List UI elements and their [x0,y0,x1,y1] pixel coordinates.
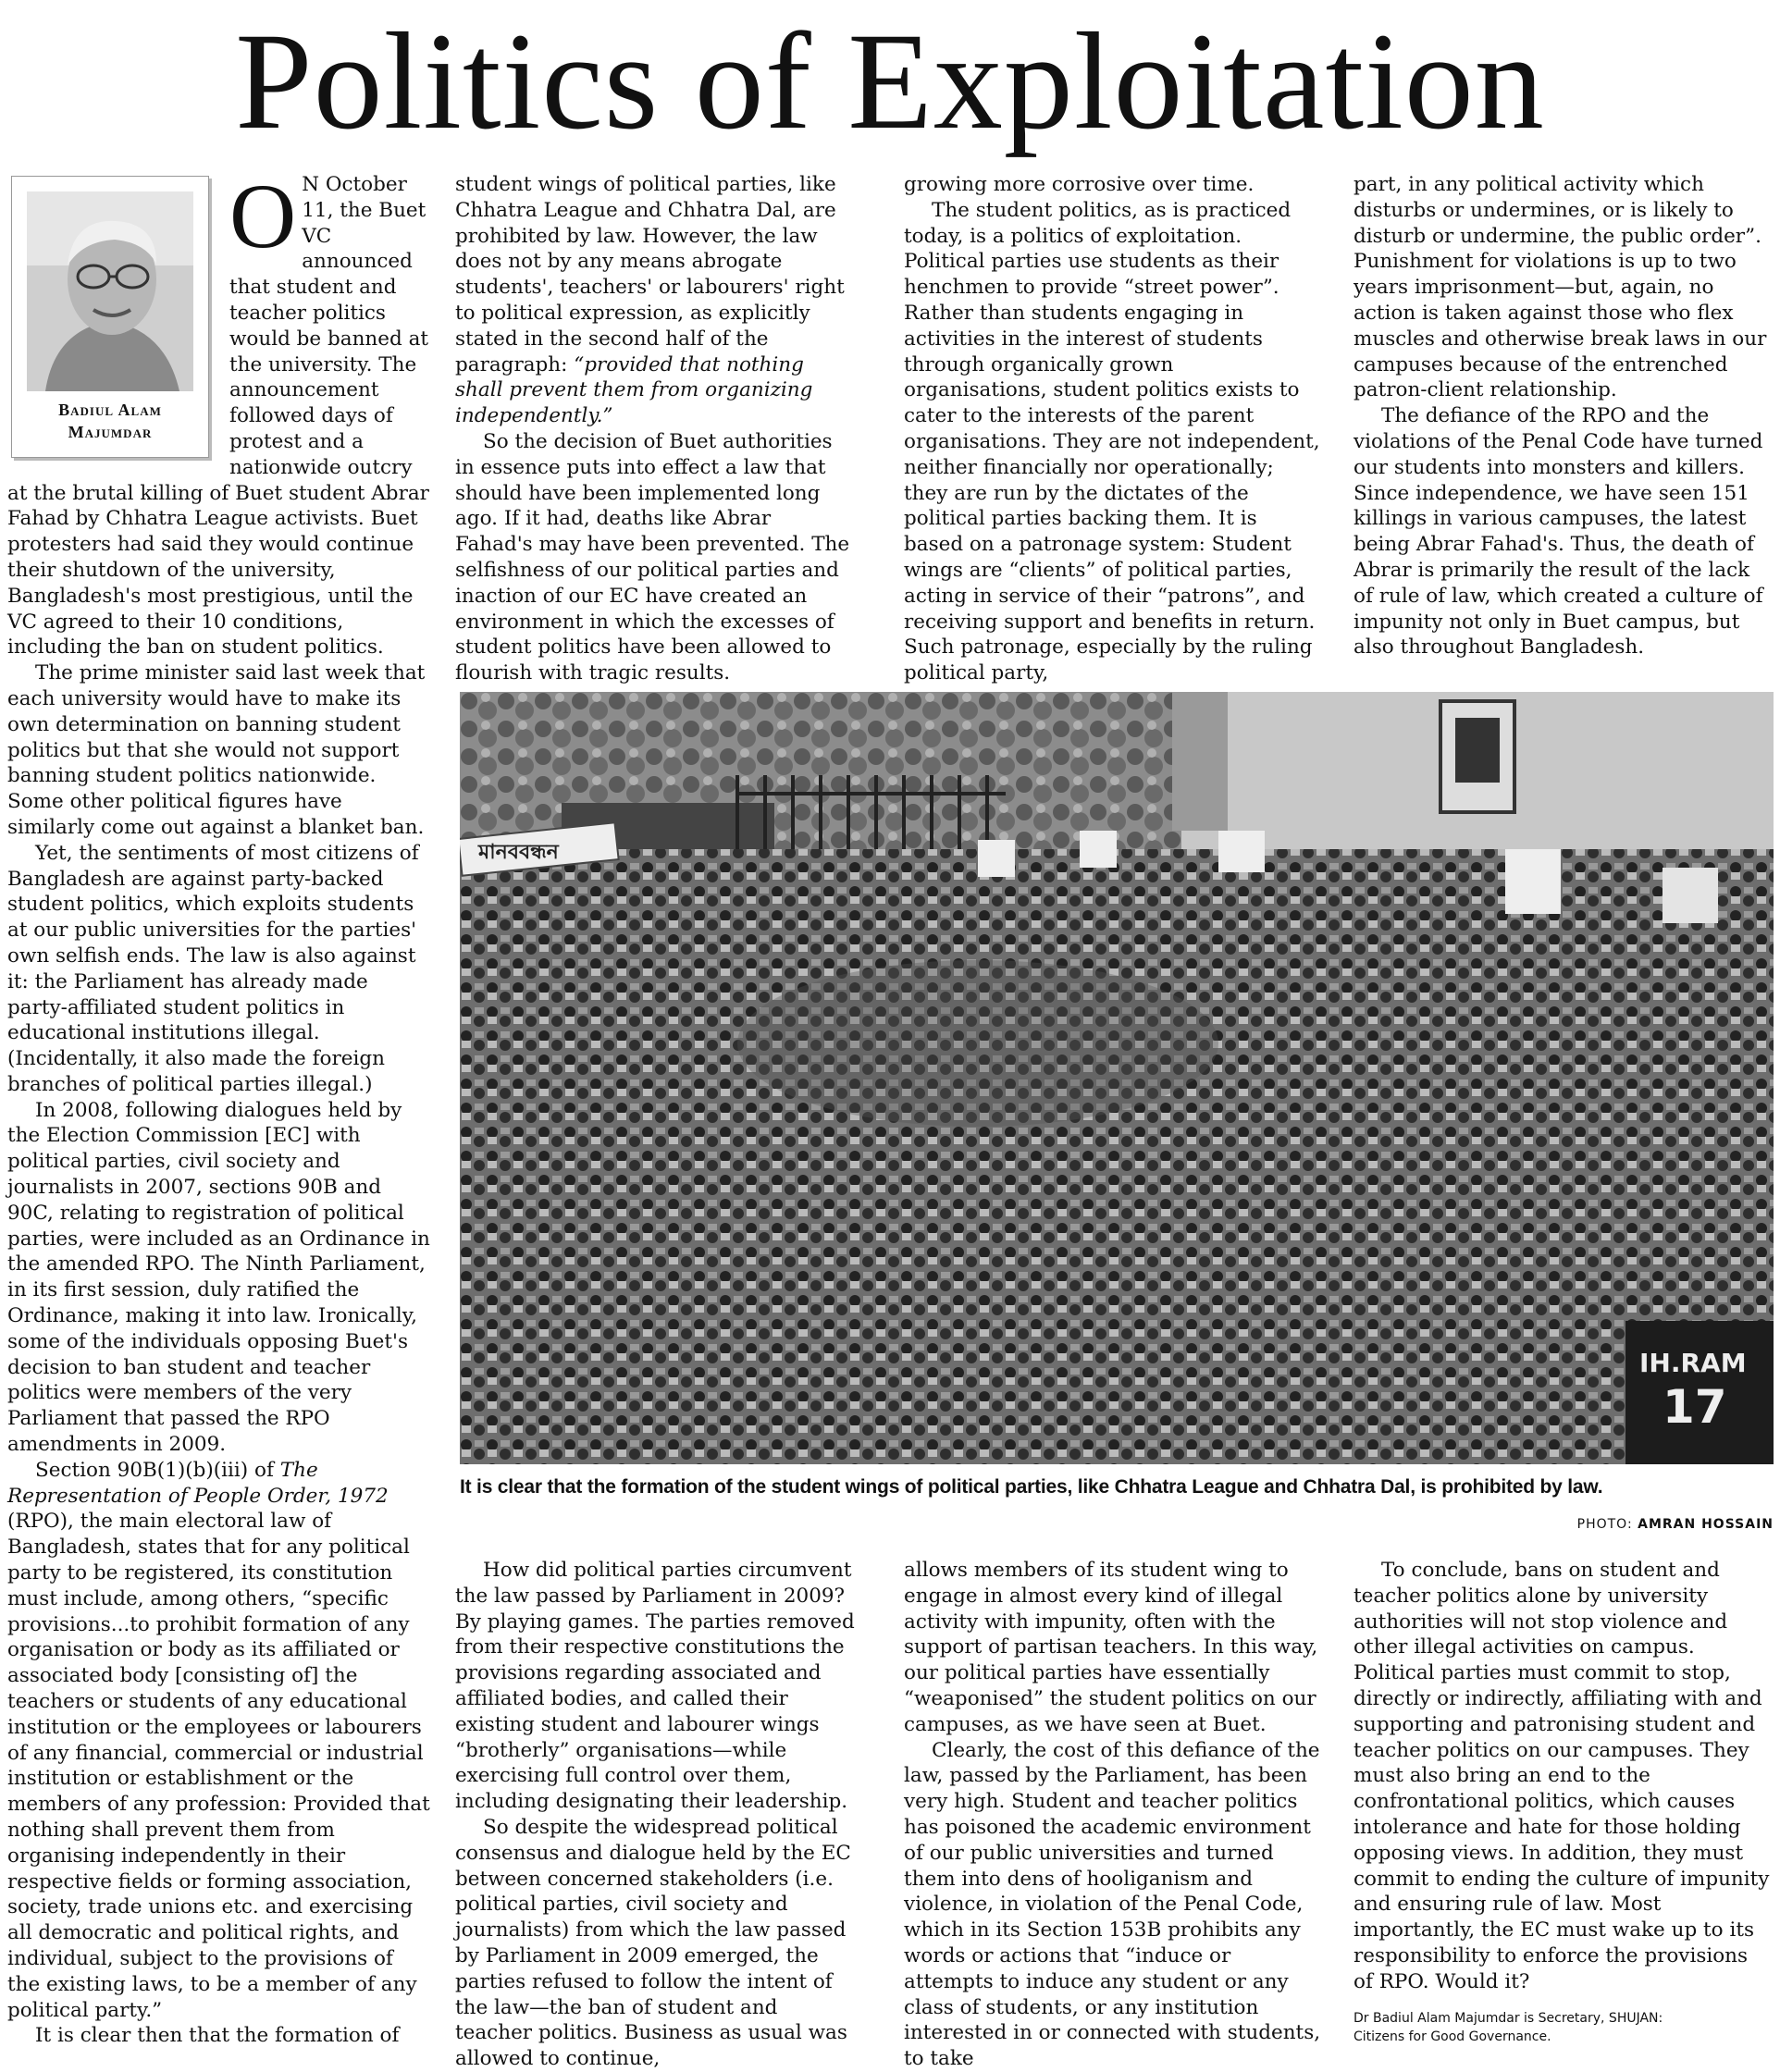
jersey-number: 17 [1663,1380,1727,1434]
author-name-line2: Majumdar [68,423,153,441]
banner-text: মানববন্ধন [478,841,559,864]
paragraph-text: (RPO), the main electoral law of Bangladesh, states that for any political party to be registered, its constitution must include, among others, “specific provisions...to prohibit formation of any organisation or body as its affiliated or associated body [consisting of] the teachers or students of any educational institution or the employees or labourers of any financial, commercial or industrial institution or establishment or the members of any profession: Provided that nothing shall prevent them from organising independently in their respective fields or forming association, society, trade unions etc. and exercising all democratic and political rights, and individual, subject to the provisions of the existing laws, to be a member of any political party.” [7,1510,430,2022]
paragraph: allows members of its student wing to engage in almost every kind of illegal activity with impunity, often with the support of partisan teachers. In this way, our political parties have essentially “weaponised” the student politics on our campuses, as we have seen at Buet. [904,1559,1318,1736]
protest-crowd-image [460,692,1774,1464]
paragraph [7,1458,431,2024]
paragraph: part, in any political activity which disturbs or undermines, or is likely to disturb or undermine, the public order”. Punishment for violations is up to two years imprisonment—but, again, no action is taken against those who flex muscles and otherwise break laws in our campuses because of the entrenched patron-client relationship. [1354,173,1767,402]
paragraph: The prime minister said last week that each university would have to make its own determination on banning student politics but that she would not support banning student politics nationwide. Some other political figures have similarly come out against a blanket ban. [7,661,426,839]
photo-caption: It is clear that the formation of the student wings of political parties, like Chhatra League and Chhatra Dal, is prohibited by law. [460,1476,1603,1498]
paragraph: How did political parties circumvent the law passed by Parliament in 2009? By playing games. The parties removed from their respective constitutions the provisions regarding associated and affiliated bodies, and called their existing student and labourer wings “brotherly” organisations—while exercising full control over them, including designating their leadership. [455,1559,855,1814]
column-2-top [455,172,853,686]
paragraph: growing more corrosive over time. [904,173,1255,196]
paragraph: The student politics, as is practiced today, is a politics of exploitation. Political parties use students as their henchmen to provide “street power”. Rather than students engaging in activities in the interest of students through organically grown organisations, student politics exists to cater to the interests of the parent organisations. They are not independent, neither financially nor operationally; they are run by the dictates of the political parties backing them. It is based on a patronage system: Student wings are “clients” of political parties, acting in service of their “patrons”, and receiving support and benefits in return. Such patronage, especially by the ruling political party, [904,198,1320,685]
headline: Politics of Exploitation [235,5,1545,158]
author-bio-line1: Dr Badiul Alam Majumdar is Secretary, SHUJAN: [1354,2011,1663,2026]
column-3-bottom [904,1558,1325,2072]
drop-cap: O [229,165,297,267]
photo-credit-name: AMRAN HOSSAIN [1638,1517,1774,1532]
law-title: The Representation of People Order, 1972 [7,1458,389,1508]
paragraph-text: Section 90B(1)(b)(iii) of [35,1458,280,1482]
photo-credit-label: PHOTO: [1576,1517,1638,1532]
paragraph: So the decision of Buet authorities in essence puts into effect a law that should have been implemented long ago. If it had, deaths like Abrar Fahad's may have been prevented. The selfishness of our political parties and inaction of our EC have created an environment in which the excesses of student politics have been allowed to flourish with tragic results. [455,429,850,685]
paragraph: Yet, the sentiments of most citizens of Bangladesh are against party-backed student politics, which exploits students at our public universities for the parties' own selfish ends. The law is also against it: the Parliament has already made party-affiliated student politics in educational institutions illegal. (Incidentally, it also made the foreign branches of political parties illegal.) [7,841,419,1096]
photo-credit [1577,1517,1774,1532]
paragraph: To conclude, bans on student and teacher politics alone by university authorities will not stop violence and other illegal activities on campus. Political parties must commit to stop, directly or indirectly, affiliating with and supporting and patronising student and teacher politics on our campuses. They must also bring an end to the confrontational politics, which causes intolerance and hate for those holding opposing views. In addition, they must commit to ending the culture of impunity and ensuring rule of law. Most importantly, the EC must wake up to its responsibility to enforce the provisions of RPO. Would it? [1354,1559,1770,1993]
jersey-text: IH.RAM [1639,1348,1747,1378]
paragraph: It is clear then that the formation of [35,2024,400,2048]
column-2-bottom [455,1558,858,2072]
column-1 [7,165,431,2049]
paragraph-text: student wings of political parties, like Chhatra League and Chhatra Dal, are prohibited by law. However, the law does not by any means abrogate students', teachers' or labourers' right to political expression, as explicitly stated in the second half of the paragraph: [455,173,845,376]
author-name-line1: Badiul Alam [58,401,162,419]
column-4-top [1354,172,1772,660]
column-3-top [904,172,1320,686]
paragraph: Clearly, the cost of this defiance of the law, passed by the Parliament, has been very high. Student and teacher politics has poisoned the academic environment of our public universities and turned them into dens of hooliganism and violence, in violation of the Penal Code, which in its Section 153B prohibits any words or actions that “induce or attempts to induce any student or any class of students, or any institution interested in or connected with students, to take [904,1738,1321,2071]
lead-text: N October 11, the Buet VC announced that student and teacher politics would be banned at the university. The announcement followed days of protest and a nationwide outcry at the brutal killing of Buet student Abrar Fahad by Chhatra League activists. Buet protesters had said they would continue their shutdown of the university, Bangladesh's most prestigious, until the VC agreed to their 10 conditions, including the ban on student politics. [7,173,429,660]
paragraph: In 2008, following dialogues held by the Election Commission [EC] with political parties, civil society and journalists in 2007, sections 90B and 90C, relating to registration of political parties, were included as an Ordinance in the amended RPO. The Ninth Parliament, in its first session, duly ratified the Ordinance, making it into law. Ironically, some of the individuals opposing Buet's decision to ban student and teacher politics were members of the very Parliament that passed the RPO amendments in 2009. [7,1098,430,1457]
paragraph: So despite the widespread political consensus and dialogue held by the EC between concerned stakeholders (i.e. political parties, civil society and journalists) from which the law passed by Parliament in 2009 emerged, the parties refused to follow the intent of the law—the ban of student and teacher politics. Business as usual was allowed to continue, [455,1815,851,2071]
protest-photo [460,692,1774,1464]
paragraph [455,172,853,429]
author-bio-line2: Citizens for Good Governance. [1354,2029,1551,2044]
author-box-spacer [7,172,229,457]
quote-text: “provided that nothing shall prevent them from organizing independently.” [455,352,813,428]
author-bio [1354,2009,1774,2046]
paragraph: The defiance of the RPO and the violations of the Penal Code have turned our students into monsters and killers. Since independence, we have seen 151 killings in various campuses, the latest being Abrar Fahad's. Thus, the death of Abrar is primarily the result of the lack of rule of law, which created a culture of impunity not only in Buet campus, but also throughout Bangladesh. [1354,404,1763,660]
column-4-bottom [1354,1558,1772,1995]
